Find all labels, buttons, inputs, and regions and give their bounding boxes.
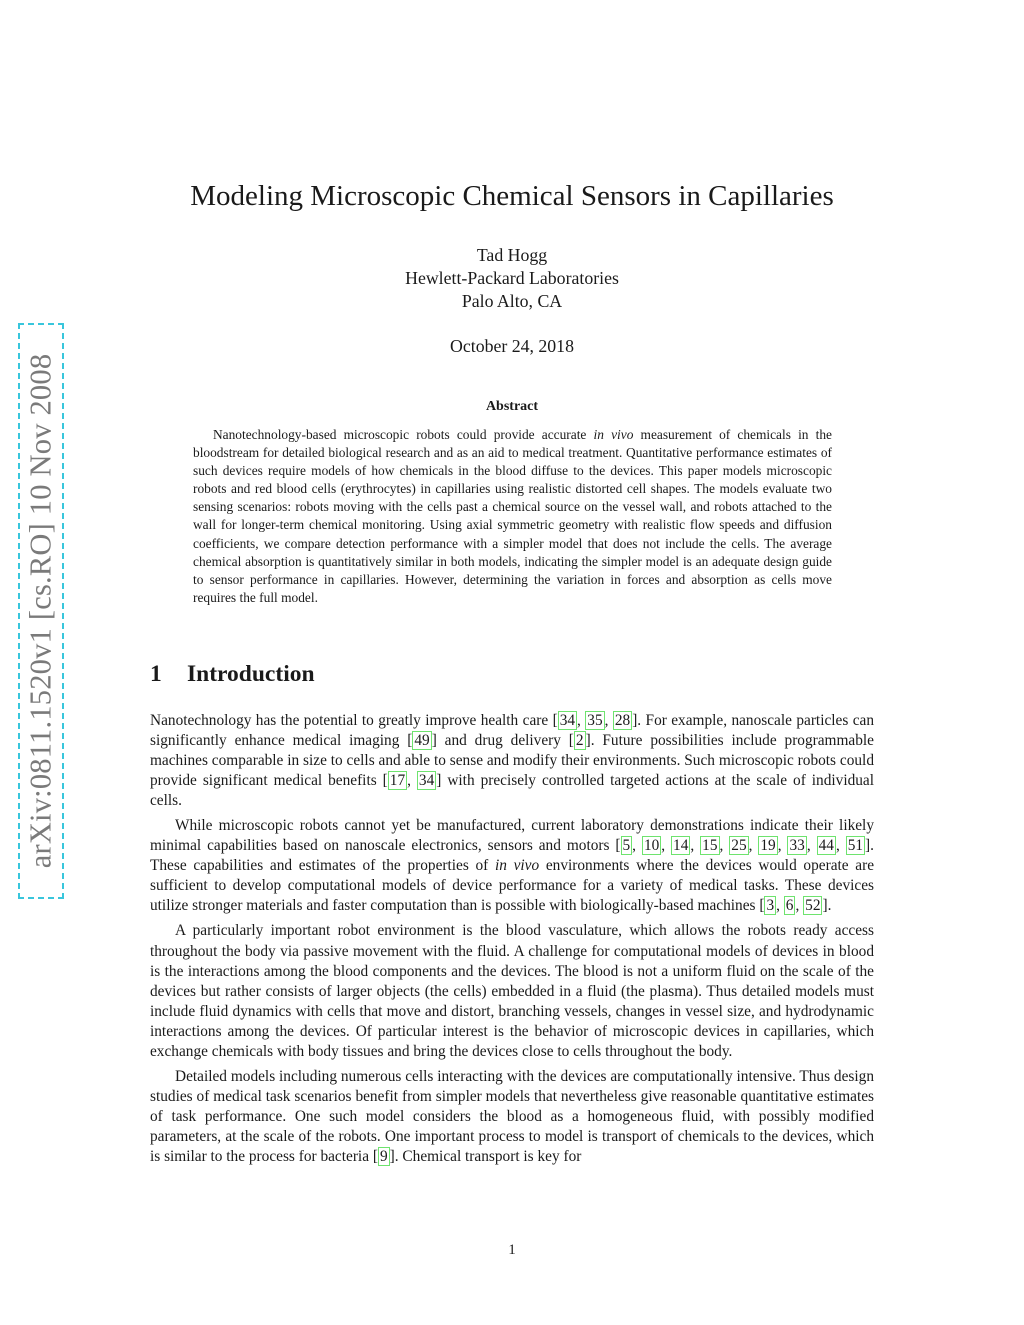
abstract-body: Nanotechnology-based microscopic robots could provide accurate in vivo measurement of chemicals in the bloodstream for detailed biological research and as an aid to medical treatment. Quantitative performance estimates of such devices require models of how chemicals in the blood diffuse to the devices. This paper models microscopic robots and red blood cells (erythrocytes) in capillaries using realistic distorted cell shapes. The models evaluate two sensing scenarios: robots moving with the cells past a chemical source on the vessel wall, and robots attached to the wall for longer-term chemical monitoring. Using axial symmetric geometry with realistic flow speeds and diffusion coefficients, we compare detection performance with a simpler model that does not include the cells. The average chemical absorption is quantitatively similar in both models, indicating the simpler model is an adequate design guide to sensor performance in capillaries. However, determining the variation in forces and absorption as cells move requires the full model.	[193, 427, 832, 605]
citation-link[interactable]: 44	[818, 837, 834, 855]
page-number: 1	[508, 1242, 516, 1258]
citation-link[interactable]: 28	[614, 712, 631, 729]
section-title: Introduction	[187, 661, 315, 687]
citation-link[interactable]: 9	[379, 1147, 388, 1165]
citation-link[interactable]: 10	[643, 837, 660, 855]
introduction-body	[150, 711, 874, 1172]
citation-link[interactable]: 33	[789, 837, 805, 855]
citation-link[interactable]: 17	[389, 772, 406, 790]
citation-link[interactable]: 2	[575, 732, 584, 750]
arxiv-identifier[interactable]: arXiv:0811.1520v1 [cs.RO] 10 Nov 2008	[23, 353, 58, 869]
citation-link[interactable]: 34	[418, 772, 435, 790]
citation-link[interactable]: 14	[673, 837, 689, 855]
citation-link[interactable]: 15	[702, 837, 718, 855]
author-affiliation: Hewlett-Packard Laboratories	[405, 268, 619, 288]
citation-link[interactable]: 19	[760, 837, 776, 855]
paragraph-1: Nanotechnology has the potential to greatly improve health care [ 34 , 35 , 28 ]. For example, nanoscale particles can significantly enhance medical imaging [ 49 ] and drug delivery [ 2 ]. Future possibilities include programmable machines comparable in size to cells and able to sense and modify their environments. Such microscopic robots could provide significant medical benefits [ 17 , 34 ] with precisely controlled targeted actions at the scale of individual cells.	[150, 712, 875, 810]
author-name: Tad Hogg	[476, 245, 548, 265]
paragraph-4: Detailed models including numerous cells interacting with the devices are computationally intensive. Thus design studies of medical task scenarios benefit from simpler models that nevertheless give reasonable quantitative estimates of task performance. One such model considers the blood as a homogeneous fluid, with possibly modified parameters, at the scale of the robots. One important process to model is transport of chemicals to the devices, which is similar to the process for bacteria [ 9 ]. Chemical transport is key for	[150, 1067, 874, 1165]
citation-link[interactable]: 25	[731, 837, 747, 855]
paper-date: October 24, 2018	[450, 336, 574, 356]
citation-link[interactable]: 51	[847, 837, 864, 855]
author-location: Palo Alto, CA	[461, 291, 563, 311]
paper-title: Modeling Microscopic Chemical Sensors in Capillaries	[190, 180, 834, 212]
paragraph-3: A particularly important robot environment is the blood vasculature, which allows the robots ready access throughout the body via passive movement with the fluid. A challenge for computational models of devices in blood is the interactions among the blood components and the devices. The blood is not a uniform fluid on the scale of the devices but rather consists of larger objects (the cells) embedded in a fluid (the plasma). Thus detailed models must include fluid dynamics with cells that move and distort, branching vessels, changes in vessel size, and hydrodynamic interactions among the devices. Of particular interest is the behavior of microscopic devices in capillaries, which exchange chemicals with body tissues and bring the devices close to cells throughout the body.	[150, 922, 874, 1060]
section-heading	[150, 661, 315, 688]
citation-link[interactable]: 6	[785, 897, 794, 915]
citation-link[interactable]: 49	[414, 732, 430, 750]
citation-link[interactable]: 3	[766, 897, 775, 915]
citation-link[interactable]: 34	[559, 712, 576, 729]
citation-link[interactable]: 5	[622, 837, 631, 855]
citation-link[interactable]: 52	[805, 897, 821, 915]
section-number: 1	[150, 661, 162, 687]
paragraph-2: While microscopic robots cannot yet be manufactured, current laboratory demonstrations indicate their likely minimal capabilities based on nanoscale electronics, sensors and motors [ 5 , 10 , 14 , 15 , 25 , 19 , 33 , 44 , 51 ]. These capabilities and estimates of the properties of in vivo environments where the devices would operate are sufficient to develop computational models of device performance for a variety of medical tasks. These devices utilize stronger materials and faster computation than is possible with biologically-based machines [ 3 , 6 , 52 ].	[150, 817, 874, 915]
abstract-heading: Abstract	[485, 399, 539, 414]
citation-link[interactable]: 35	[587, 712, 603, 729]
